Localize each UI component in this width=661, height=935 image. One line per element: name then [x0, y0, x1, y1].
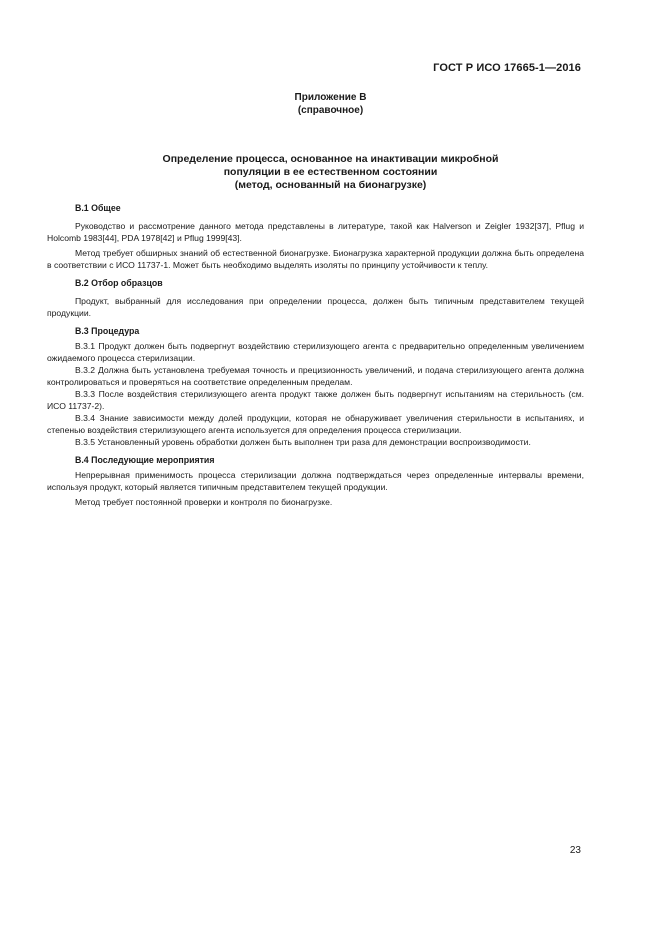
section-b3-paragraph-2: В.3.2 Должна быть установлена требуемая точность и прецизионность увеличений, и подача стерилизующего агента должна контролироваться и проверяться на соответствие определенным пределам. — [47, 365, 584, 387]
section-b3-heading: В.3 Процедура — [75, 326, 140, 336]
annex-heading — [0, 153, 661, 192]
section-b4-heading: В.4 Последующие мероприятия — [75, 455, 215, 465]
section-b2-heading: В.2 Отбор образцов — [75, 278, 163, 288]
section-b3-paragraph-5: В.3.5 Установленный уровень обработки должен быть выполнен три раза для демонстрации воспроизводимости. — [75, 437, 531, 447]
section-b3-paragraph-3: В.3.3 После воздействия стерилизующего агента продукт также должен быть подвергнут испытаниям на стерильность (см. ИСО 11737-2). — [47, 389, 584, 411]
annex-heading-line2: популяции в ее естественном состоянии — [223, 166, 438, 178]
section-b4-paragraph-2: Метод требует постоянной проверки и контроля по бионагрузке. — [75, 497, 333, 507]
section-b1-heading: В.1 Общее — [75, 203, 121, 213]
page-number: 23 — [569, 845, 581, 856]
section-b1-paragraph-1: Руководство и рассмотрение данного метода представлены в литературе, такой как Halverson и Zeigler 1932[37], Pflug и Holcomb 1983[44], PDA 1978[42] и Pflug 1999[43]. — [47, 221, 584, 243]
section-b3-paragraph-1: В.3.1 Продукт должен быть подвергнут воздействию стерилизующего агента с предварительно определенным увеличением ожидаемого процесса стерилизации. — [47, 341, 584, 363]
annex-heading-line3: (метод, основанный на бионагрузке) — [234, 179, 427, 191]
section-b2-paragraph-1: Продукт, выбранный для исследования при определении процесса, должен быть типичным представителем текущей продукции. — [47, 296, 584, 318]
document-header: ГОСТ Р ИСО 17665-1—2016 — [433, 62, 581, 74]
annex-block — [0, 91, 661, 117]
annex-note: (справочное) — [297, 105, 364, 116]
annex-title: Приложение В — [294, 92, 367, 103]
document-body — [47, 202, 584, 508]
annex-heading-line1: Определение процесса, основанное на инактивации микробной — [162, 153, 499, 165]
section-b4-paragraph-1: Непрерывная применимость процесса стерилизации должна подтверждаться через определенные интервалы времени, используя продукт, который является типичным представителем текущей продукции. — [47, 470, 584, 492]
section-b3-paragraph-4: В.3.4 Знание зависимости между долей продукции, которая не обнаруживает увеличения стерильности в испытаниях, и степенью воздействия стерилизующего агента используется для определения процесса стерилизации. — [47, 413, 584, 435]
section-b1-paragraph-2: Метод требует обширных знаний об естественной бионагрузке. Бионагрузка характерной продукции должна быть определена в соответствии с ИСО 11737-1. Может быть необходимо выделять изоляты по принципу устойчивости к теплу. — [47, 248, 584, 270]
